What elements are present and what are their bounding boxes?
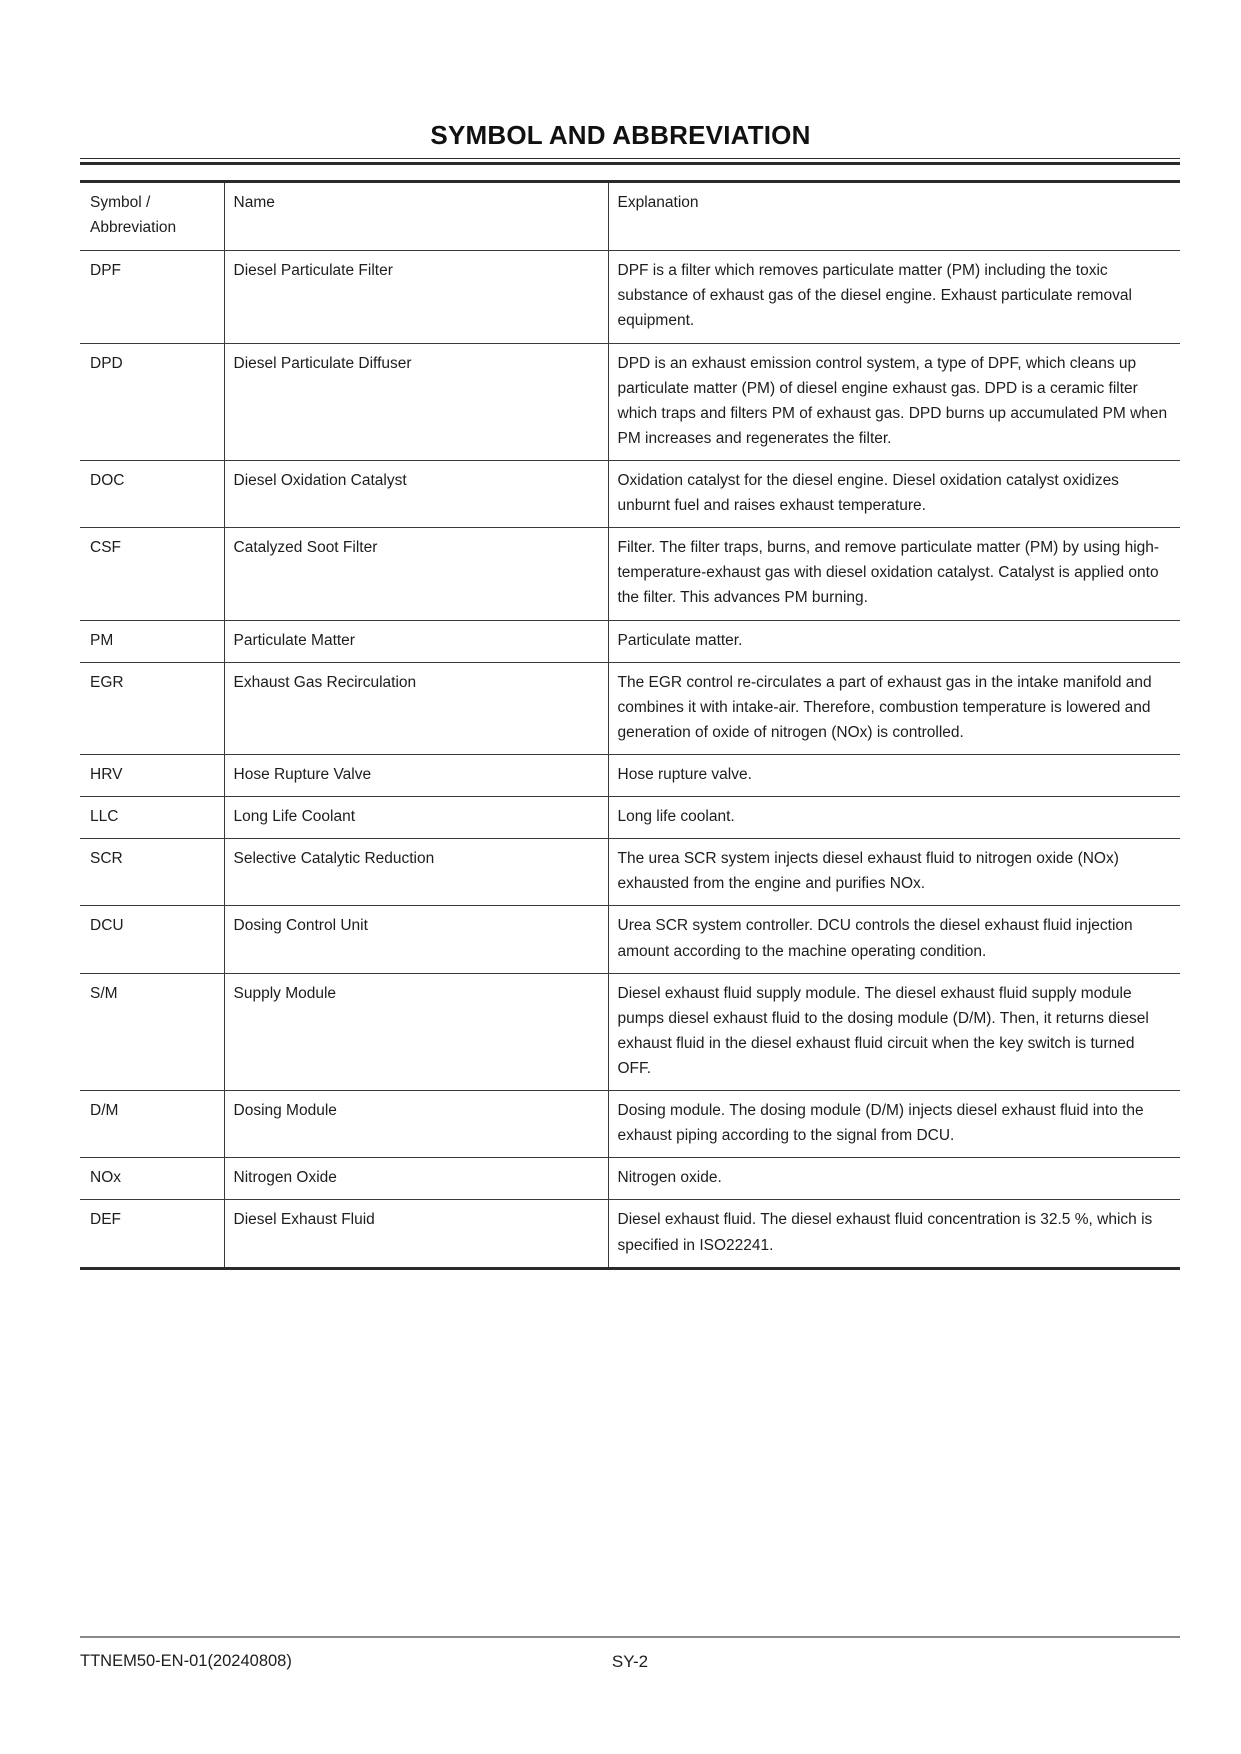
cell-explanation: DPD is an exhaust emission control system, a type of DPF, which cleans up particulate matter (PM) of diesel engine exhaust gas. DPD is a ceramic filter which traps and filters PM of exhaust gas. DPD burns up accumulated PM when PM increases and regenerates the filter. bbox=[608, 343, 1180, 460]
table-row bbox=[80, 1158, 1180, 1200]
cell-name: Dosing Module bbox=[224, 1091, 608, 1158]
cell-name: Diesel Particulate Diffuser bbox=[224, 343, 608, 460]
cell-symbol: DPD bbox=[80, 343, 224, 460]
cell-explanation: Diesel exhaust fluid supply module. The diesel exhaust fluid supply module pumps diesel exhaust fluid to the dosing module (D/M). Then, it returns diesel exhaust fluid in the diesel exhaust fluid circuit when the key switch is turned OFF. bbox=[608, 973, 1180, 1090]
cell-explanation: Oxidation catalyst for the diesel engine. Diesel oxidation catalyst oxidizes unburnt fuel and raises exhaust temperature. bbox=[608, 460, 1180, 527]
page-footer bbox=[80, 1652, 1180, 1686]
table-row bbox=[80, 839, 1180, 906]
cell-explanation: Dosing module. The dosing module (D/M) injects diesel exhaust fluid into the exhaust piping according to the signal from DCU. bbox=[608, 1091, 1180, 1158]
table-row bbox=[80, 620, 1180, 662]
footer-divider bbox=[80, 1636, 1180, 1638]
cell-symbol: DPF bbox=[80, 251, 224, 343]
page-title: SYMBOL AND ABBREVIATION bbox=[430, 120, 811, 150]
cell-symbol: SCR bbox=[80, 839, 224, 906]
table-row bbox=[80, 460, 1180, 527]
cell-symbol: DOC bbox=[80, 460, 224, 527]
cell-name: Exhaust Gas Recirculation bbox=[224, 662, 608, 754]
table-row bbox=[80, 1200, 1180, 1268]
cell-symbol: NOx bbox=[80, 1158, 224, 1200]
title-divider bbox=[80, 158, 1180, 165]
table-row bbox=[80, 797, 1180, 839]
cell-name: Supply Module bbox=[224, 973, 608, 1090]
cell-symbol: HRV bbox=[80, 754, 224, 796]
table-row bbox=[80, 754, 1180, 796]
cell-name: Diesel Oxidation Catalyst bbox=[224, 460, 608, 527]
cell-explanation: Particulate matter. bbox=[608, 620, 1180, 662]
cell-name: Diesel Exhaust Fluid bbox=[224, 1200, 608, 1268]
cell-name: Particulate Matter bbox=[224, 620, 608, 662]
table-row bbox=[80, 528, 1180, 620]
column-header-name: Name bbox=[224, 182, 608, 251]
cell-explanation: DPF is a filter which removes particulate matter (PM) including the toxic substance of exhaust gas of the diesel engine. Exhaust particulate removal equipment. bbox=[608, 251, 1180, 343]
cell-symbol: LLC bbox=[80, 797, 224, 839]
column-header-symbol-line2: Abbreviation bbox=[90, 219, 177, 237]
table-row bbox=[80, 906, 1180, 973]
footer-document-code: TTNEM50-EN-01(20240808) bbox=[80, 1652, 292, 1670]
cell-explanation: Hose rupture valve. bbox=[608, 754, 1180, 796]
column-header-symbol bbox=[80, 182, 224, 251]
column-header-symbol-line1: Symbol / bbox=[90, 194, 151, 211]
abbreviation-table bbox=[80, 180, 1180, 1270]
title-divider-thick-line bbox=[80, 162, 1180, 165]
table-row bbox=[80, 973, 1180, 1090]
column-header-explanation: Explanation bbox=[608, 182, 1180, 251]
cell-symbol: S/M bbox=[80, 973, 224, 1090]
cell-symbol: CSF bbox=[80, 528, 224, 620]
cell-name: Dosing Control Unit bbox=[224, 906, 608, 973]
cell-explanation: Diesel exhaust fluid. The diesel exhaust fluid concentration is 32.5 %, which is specified in ISO22241. bbox=[608, 1200, 1180, 1268]
cell-name: Nitrogen Oxide bbox=[224, 1158, 608, 1200]
cell-explanation: Urea SCR system controller. DCU controls the diesel exhaust fluid injection amount according to the machine operating condition. bbox=[608, 906, 1180, 973]
cell-symbol: DCU bbox=[80, 906, 224, 973]
cell-name: Diesel Particulate Filter bbox=[224, 251, 608, 343]
cell-explanation: The EGR control re-circulates a part of exhaust gas in the intake manifold and combines it with intake-air. Therefore, combustion temperature is lowered and generation of oxide of nitrogen (NOx) is controlled. bbox=[608, 662, 1180, 754]
cell-symbol: EGR bbox=[80, 662, 224, 754]
cell-name: Long Life Coolant bbox=[224, 797, 608, 839]
cell-explanation: Nitrogen oxide. bbox=[608, 1158, 1180, 1200]
table-row bbox=[80, 662, 1180, 754]
table-row bbox=[80, 1091, 1180, 1158]
cell-name: Selective Catalytic Reduction bbox=[224, 839, 608, 906]
cell-symbol: D/M bbox=[80, 1091, 224, 1158]
footer-page-number: SY-2 bbox=[611, 1652, 649, 1671]
table-row bbox=[80, 251, 1180, 343]
table-row bbox=[80, 343, 1180, 460]
cell-name: Hose Rupture Valve bbox=[224, 754, 608, 796]
table-header-row bbox=[80, 182, 1180, 251]
cell-name: Catalyzed Soot Filter bbox=[224, 528, 608, 620]
cell-explanation: Long life coolant. bbox=[608, 797, 1180, 839]
cell-explanation: The urea SCR system injects diesel exhaust fluid to nitrogen oxide (NOx) exhausted from the engine and purifies NOx. bbox=[608, 839, 1180, 906]
cell-symbol: PM bbox=[80, 620, 224, 662]
cell-explanation: Filter. The filter traps, burns, and remove particulate matter (PM) by using high-temperature-exhaust gas with diesel oxidation catalyst. Catalyst is applied onto the filter. This advances PM burning. bbox=[608, 528, 1180, 620]
cell-symbol: DEF bbox=[80, 1200, 224, 1268]
